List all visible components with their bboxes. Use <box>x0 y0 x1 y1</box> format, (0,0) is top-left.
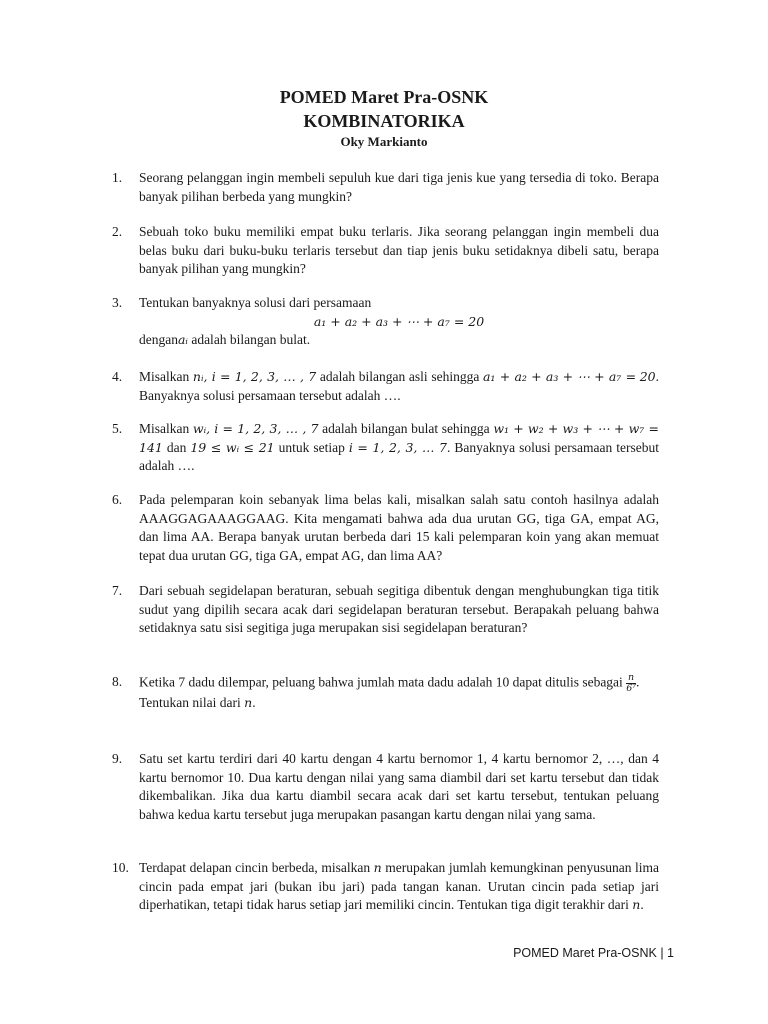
problem-5 <box>112 420 659 476</box>
problem-text-part: Terdapat delapan cincin berbeda, misalkan <box>139 860 374 875</box>
problem-7 <box>112 582 659 638</box>
problem-text <box>139 420 659 476</box>
problem-number: 10. <box>112 860 129 875</box>
problem-intro: Tentukan banyaknya solusi dari persamaan <box>139 295 372 310</box>
problem-number: 2. <box>112 224 123 239</box>
math-expression: w₁ + w₂ + w₃ + ⋯ + w₇ = <box>493 421 659 436</box>
math-expression: i = 1, 2, 3, … 7 <box>348 439 447 455</box>
problem-6 <box>112 491 659 566</box>
problem-text <box>139 673 659 713</box>
problem-3 <box>112 294 659 350</box>
problem-number: 4. <box>112 369 123 384</box>
problem-text-part: . Banyaknya solusi persamaan tersebut adalah …. <box>139 369 660 403</box>
problem-8 <box>112 673 659 713</box>
problem-number: 6. <box>112 492 123 507</box>
fraction <box>626 673 636 694</box>
problem-number: 3. <box>112 295 123 310</box>
math-variable: aᵢ <box>177 332 188 348</box>
problem-text: Sebuah toko buku memiliki empat buku terlaris. Jika seorang pelanggan ingin membeli dua belas buku dari buku-buku terlaris tersebut dan tiap jenis buku setidaknya dibeli satu, berapa banyak pilihan yang mungkin? <box>139 224 659 277</box>
math-expression: 20 <box>639 369 656 384</box>
problem-text-part: merupakan jumlah kemungkinan penyusunan lima cincin pada empat jari (bukan ibu jari) pada tangan kanan. Urutan cincin pada setiap jari diperhatikan, tetapi tidak harus setiap jari memiliki cincin. Tentukan tiga digit terakhir dari <box>139 860 660 913</box>
problem-text-part: adalah bilangan bulat. <box>187 332 311 348</box>
problem-4 <box>112 368 659 405</box>
math-variable: n <box>632 897 641 913</box>
problem-text-part: adalah bilangan asli sehingga <box>316 369 483 384</box>
problem-number: 9. <box>112 751 123 766</box>
problem-equation: a₁ + a₂ + a₃ + ⋯ + a₇ = 20 <box>313 313 485 329</box>
problem-text <box>139 859 659 915</box>
fraction-numerator: n <box>628 672 635 683</box>
problem-text-part: Misalkan <box>139 421 193 436</box>
problem-text-part: dan <box>162 439 191 455</box>
problem-10 <box>112 859 659 915</box>
problem-text <box>139 368 659 405</box>
problem-text-part: Tentukan nilai dari <box>139 695 245 710</box>
problem-text-part: dengan <box>139 332 178 348</box>
problem-text-part: Misalkan <box>139 369 193 384</box>
problem-text-part: adalah bilangan bulat sehingga <box>318 421 494 436</box>
math-expression: 141 <box>139 439 163 455</box>
document-author: Oky Markianto <box>340 134 428 149</box>
problem-text-part: . Banyaknya solusi persamaan tersebut adalah …. <box>139 439 659 474</box>
document-title: POMED Maret Pra-OSNK <box>279 87 489 107</box>
math-variable: n <box>373 860 382 875</box>
problem-number: 5. <box>112 421 123 436</box>
page-footer: POMED Maret Pra-OSNK | 1 <box>513 946 674 960</box>
problem-1 <box>112 169 659 206</box>
problem-text: Pada pelemparan koin sebanyak lima belas kali, misalkan salah satu contoh hasilnya adalah AAAGGAGAAAGGAAG. Kita mengamati bahwa ada dua urutan GG, tiga GA, empat AG, dan lima AA. Berapa banyak urutan berbeda dari 15 kali pelemparan koin yang akan memuat tepat dua urutan GG, tiga GA, empat AG, dan lima AA? <box>139 492 659 564</box>
math-variable: n <box>244 695 253 710</box>
problem-number: 7. <box>112 583 123 598</box>
problem-number: 8. <box>112 674 123 689</box>
problem-text: Satu set kartu terdiri dari 40 kartu dengan 4 kartu bernomor 1, 4 kartu bernomor 2, …, dan 4 kartu bernomor 10. Dua kartu dengan nilai yang sama diambil dari set kartu tersebut dan tidak dikembalikan. Jika dua kartu diambil secara acak dari set kartu tersebut, tentukan peluang bahwa kedua kartu tersebut juga merupakan pasangan kartu dengan nilai yang sama. <box>139 751 659 823</box>
problem-9 <box>112 750 659 825</box>
problem-text-part: . <box>640 897 644 913</box>
math-expression: wᵢ, i = 1, 2, 3, … , 7 <box>192 421 319 436</box>
problem-text <box>139 294 659 350</box>
math-expression: 19 ≤ wᵢ ≤ 21 <box>190 439 275 455</box>
problem-text-part: untuk setiap <box>274 439 349 455</box>
math-expression: a₁ + a₂ + a₃ + ⋯ + a₇ = <box>482 369 637 384</box>
problem-text: Seorang pelanggan ingin membeli sepuluh kue dari tiga jenis kue yang tersedia di toko. Berapa banyak pilihan berbeda yang mungkin? <box>139 170 659 204</box>
problem-text: Dari sebuah segidelapan beraturan, sebuah segitiga dibentuk dengan menghubungkan tiga titik sudut yang dipilih secara acak dari segidelapan beraturan tersebut. Berapakah peluang bahwa setidaknya satu sisi segitiga juga merupakan sisi segidelapan beraturan? <box>139 583 659 636</box>
problem-number: 1. <box>112 170 123 185</box>
problem-text-part: Ketika 7 dadu dilempar, peluang bahwa jumlah mata dadu adalah 10 dapat ditulis sebagai <box>139 674 627 690</box>
problem-2 <box>112 223 659 279</box>
document-subtitle: KOMBINATORIKA <box>303 111 465 131</box>
problem-text-part: . <box>252 695 256 710</box>
math-expression: nᵢ, i = 1, 2, 3, … , 7 <box>192 369 317 384</box>
fraction-denominator: 6⁷ <box>626 683 637 694</box>
problem-text-part: . <box>636 674 640 690</box>
